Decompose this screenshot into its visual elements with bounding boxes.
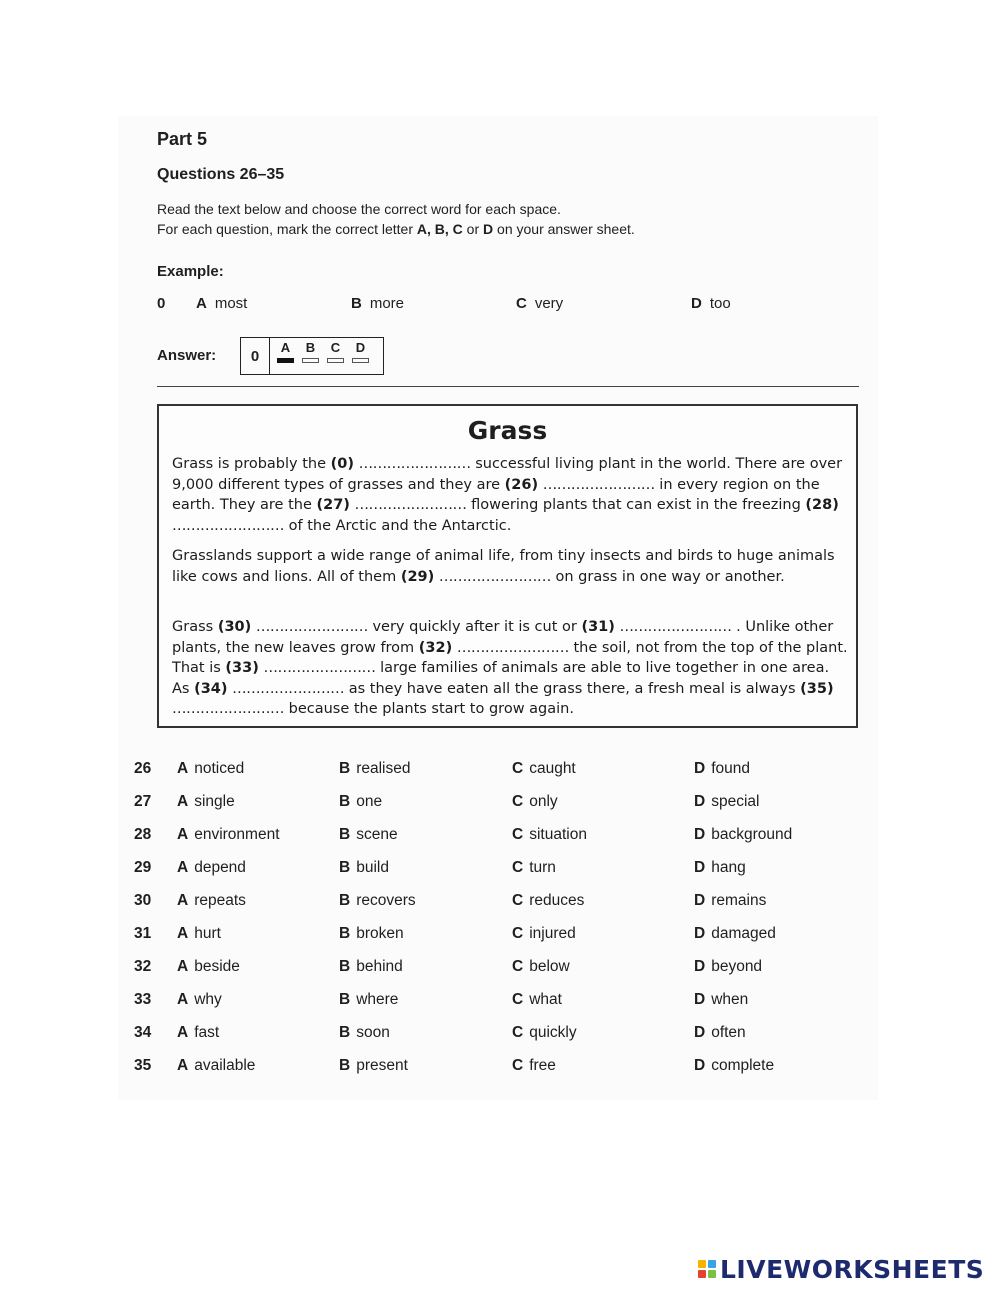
option-c[interactable]: C injured <box>512 925 576 942</box>
answer-option-b: B <box>302 340 319 363</box>
question-row <box>0 793 1000 815</box>
option-d[interactable]: D beyond <box>694 958 763 975</box>
logo-grid-icon <box>698 1260 716 1278</box>
option-d[interactable]: D damaged <box>694 925 776 942</box>
question-number: 34 <box>134 1024 152 1041</box>
option-a[interactable]: A hurt <box>177 925 221 942</box>
answer-mark-empty <box>302 358 319 363</box>
passage-paragraph-1: Grass is probably the (0) …………………… successful living plant in the world. There are over 9,000 different types of grasses and they are (26) …………………… in every region on the earth. They are the (27) …………………… flowering plants that can exist in the freezing (28) …………………… of the Arctic and the Antarctic. <box>172 456 843 534</box>
divider <box>157 386 859 387</box>
example-number: 0 <box>157 295 166 312</box>
option-b[interactable]: B scene <box>339 826 398 843</box>
example-label: Example: <box>157 263 224 280</box>
answer-option-c: C <box>327 340 344 363</box>
option-c[interactable]: C quickly <box>512 1024 577 1041</box>
option-c[interactable]: C only <box>512 793 558 810</box>
option-a[interactable]: A single <box>177 793 235 810</box>
example-option-a: A most <box>196 295 248 312</box>
instruction-line-1: Read the text below and choose the correct word for each space. <box>157 201 561 217</box>
example-option-b: B more <box>351 295 405 312</box>
option-a[interactable]: A repeats <box>177 892 246 909</box>
answer-option-d: D <box>352 340 369 363</box>
answer-mark-empty <box>327 358 344 363</box>
question-number: 35 <box>134 1057 152 1074</box>
option-a[interactable]: A available <box>177 1057 256 1074</box>
example-option-c: C very <box>516 295 564 312</box>
option-b[interactable]: B behind <box>339 958 403 975</box>
question-row <box>0 1024 1000 1046</box>
option-b[interactable]: B where <box>339 991 399 1008</box>
option-b[interactable]: B present <box>339 1057 408 1074</box>
answer-mark-empty <box>352 358 369 363</box>
option-d[interactable]: D found <box>694 760 750 777</box>
question-row <box>0 826 1000 848</box>
option-a[interactable]: A depend <box>177 859 246 876</box>
option-d[interactable]: D complete <box>694 1057 775 1074</box>
option-b[interactable]: B build <box>339 859 389 876</box>
option-a[interactable]: A beside <box>177 958 240 975</box>
logo-square <box>698 1270 706 1278</box>
logo-square <box>708 1270 716 1278</box>
option-c[interactable]: C situation <box>512 826 587 843</box>
passage-box <box>157 404 858 728</box>
option-c[interactable]: C free <box>512 1057 556 1074</box>
option-b[interactable]: B soon <box>339 1024 390 1041</box>
questions-title: Questions 26–35 <box>157 166 285 183</box>
question-number: 27 <box>134 793 152 810</box>
option-c[interactable]: C caught <box>512 760 576 777</box>
passage-paragraph-2: Grasslands support a wide range of animal life, from tiny insects and birds to huge animals like cows and lions. All of them (29) …………………… on grass in one way or another. <box>172 548 835 585</box>
question-row <box>0 760 1000 782</box>
part-title: Part 5 <box>157 129 208 149</box>
option-a[interactable]: A why <box>177 991 222 1008</box>
option-c[interactable]: C below <box>512 958 570 975</box>
question-row <box>0 892 1000 914</box>
example-option-d: D too <box>691 295 731 312</box>
logo-square <box>698 1260 706 1268</box>
answer-mark-filled <box>277 358 294 363</box>
question-number: 33 <box>134 991 152 1008</box>
option-d[interactable]: D often <box>694 1024 746 1041</box>
option-c[interactable]: C what <box>512 991 562 1008</box>
option-d[interactable]: D when <box>694 991 749 1008</box>
option-b[interactable]: B broken <box>339 925 404 942</box>
question-number: 30 <box>134 892 152 909</box>
option-a[interactable]: A environment <box>177 826 280 843</box>
question-number: 31 <box>134 925 152 942</box>
question-number: 28 <box>134 826 152 843</box>
option-d[interactable]: D remains <box>694 892 767 909</box>
option-b[interactable]: B realised <box>339 760 411 777</box>
option-c[interactable]: C reduces <box>512 892 585 909</box>
question-number: 29 <box>134 859 152 876</box>
logo-square <box>708 1260 716 1268</box>
option-d[interactable]: D background <box>694 826 793 843</box>
question-number: 32 <box>134 958 152 975</box>
question-number: 26 <box>134 760 152 777</box>
option-a[interactable]: A fast <box>177 1024 220 1041</box>
question-row <box>0 991 1000 1013</box>
option-d[interactable]: D special <box>694 793 760 810</box>
option-c[interactable]: C turn <box>512 859 556 876</box>
answer-option-a: A <box>277 340 294 363</box>
answer-number: 0 <box>241 338 270 374</box>
question-row <box>0 925 1000 947</box>
option-d[interactable]: D hang <box>694 859 746 876</box>
question-row <box>0 1057 1000 1079</box>
instruction-line-2: For each question, mark the correct letter A, B, C or D on your answer sheet. <box>157 221 635 237</box>
option-a[interactable]: A noticed <box>177 760 245 777</box>
question-row <box>0 859 1000 881</box>
answer-box <box>240 337 384 375</box>
answer-label: Answer: <box>157 347 217 364</box>
option-b[interactable]: B one <box>339 793 383 810</box>
question-row <box>0 958 1000 980</box>
passage-paragraph-3: Grass (30) …………………… very quickly after it is cut or (31) …………………… . Unlike other plants, the new leaves grow from (32) …………………… the soil, not from the top of the plant. That is (33) …………………… large families of animals are able to live together in one area. As (34) …………………… as they have eaten all the grass there, a fresh meal is always (35) …………………… because the plants start to grow again. <box>172 619 848 717</box>
logo-text: LIVEWORKSHEETS <box>720 1254 985 1284</box>
option-b[interactable]: B recovers <box>339 892 416 909</box>
liveworksheets-logo <box>698 1252 984 1286</box>
passage-title: Grass <box>467 416 548 445</box>
